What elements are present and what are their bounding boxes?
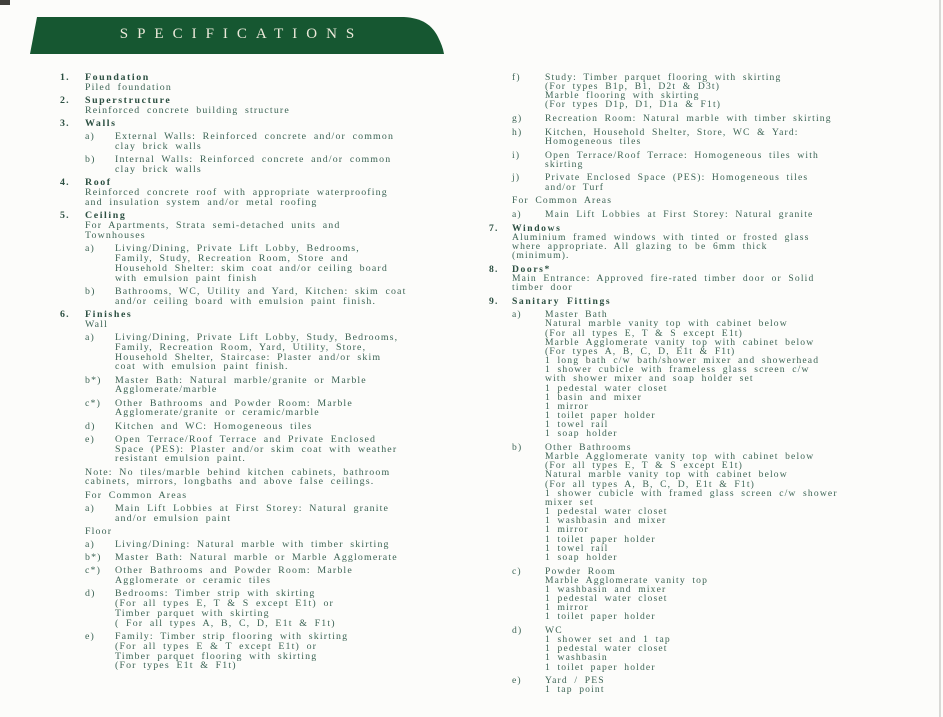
spec-line: Open Terrace/Roof Terrace and Private Enclosed: [115, 433, 377, 445]
section-body: [85, 221, 462, 241]
item-body: [115, 287, 462, 307]
item-label: a): [85, 242, 95, 254]
spec-line: Kitchen, Household Shelter, Store, WC & Yard:: [545, 126, 799, 138]
spec-line: Living/Dining, Private Lift Lobby, Study, Bedrooms,: [115, 331, 399, 343]
spec-item: [85, 244, 462, 284]
spec-item: [512, 151, 941, 169]
item-label: b): [85, 285, 96, 297]
spec-line: 1 shower cubicle with framed glass screen c/w shower: [545, 487, 838, 499]
spec-line: Family, Recreation Room, Yard, Utility, Store,: [115, 341, 367, 353]
spec-line: Marble flooring with skirting: [545, 90, 700, 102]
spec-line: mixer set: [545, 496, 594, 508]
item-body: [115, 553, 462, 563]
spec-line: Reinforced concrete building structure: [85, 104, 290, 116]
item-body: [115, 435, 462, 465]
spec-line: Other Bathrooms: [545, 441, 632, 453]
section-body: [512, 274, 941, 292]
spec-line: 1 washbasin and mixer: [545, 583, 667, 595]
section-title: Sanitary Fittings: [512, 295, 612, 307]
spec-line: Internal Walls: Reinforced concrete and/or common: [115, 154, 392, 166]
spec-line: (For types E1t & F1t): [115, 660, 237, 672]
spec-line: where appropriate. All glazing to be 6mm thick: [512, 240, 768, 252]
item-label: c*): [85, 564, 102, 576]
spec-line: Agglomerate or ceramic tiles: [115, 574, 272, 586]
section-number: 3.: [60, 118, 70, 129]
spec-line: Space (PES): Plaster and/or skim coat with weather: [115, 443, 398, 455]
spec-line: 1 tap point: [545, 684, 605, 696]
spec-line: For Common Areas: [85, 489, 188, 501]
spec-line: Floor: [85, 525, 113, 537]
spec-paragraph: [512, 196, 941, 205]
spec-line: Aluminium framed windows with tinted or frosted glass: [512, 231, 810, 243]
spec-item: [85, 155, 462, 175]
item-body: [115, 566, 462, 586]
spec-line: Household Shelter: skim coat and/or ceiling board: [115, 262, 388, 274]
item-label: d): [85, 420, 96, 432]
item-body: [115, 155, 462, 175]
spec-section: [60, 73, 462, 93]
item-label: d): [512, 624, 523, 636]
section-body: [512, 233, 941, 260]
section-heading-row: [489, 297, 941, 306]
spec-item: [512, 626, 941, 672]
spec-line: 1 long bath c/w bath/shower mixer and showerhead: [545, 355, 820, 367]
spec-line: Main Entrance: Approved fire-rated timber door or Solid: [512, 272, 815, 284]
spec-line: ( For all types A, B, C, D, E1t & F1t): [115, 617, 336, 629]
spec-item: [512, 73, 941, 110]
spec-line: Other Bathrooms and Powder Room: Marble: [115, 397, 353, 409]
spec-line: 1 mirror: [545, 602, 589, 614]
item-label: a): [85, 538, 95, 550]
spec-paragraph: [85, 491, 462, 501]
spec-item: [85, 553, 462, 563]
section-title: Walls: [85, 118, 117, 129]
spec-item: [512, 567, 941, 622]
section-heading-row: [60, 119, 462, 129]
item-body: [115, 333, 462, 373]
spec-line: cabinets, mirrors, longbaths and above false ceilings.: [85, 476, 375, 488]
spec-line: Wall: [85, 318, 108, 330]
item-label: g): [512, 113, 523, 125]
item-label: d): [85, 587, 96, 599]
item-body: [545, 626, 941, 672]
spec-paragraph: [85, 527, 462, 537]
section-number: 1.: [60, 72, 70, 83]
spec-line: 1 mirror: [545, 400, 589, 412]
spec-line: Timber parquet flooring with skirting: [115, 650, 318, 662]
section-title: Finishes: [85, 308, 133, 320]
section-number: 4.: [60, 177, 70, 189]
spec-line: Powder Room: [545, 565, 616, 577]
item-label: a): [85, 502, 95, 514]
spec-section: [60, 211, 462, 241]
item-label: b): [85, 154, 96, 166]
spec-line: 1 towel rail: [545, 419, 609, 431]
spec-line: 1 pedestal water closet: [545, 506, 668, 518]
spec-section: [60, 310, 462, 330]
spec-line: 1 pedestal water closet: [545, 643, 668, 655]
section-body: [85, 320, 462, 330]
item-body: [545, 567, 941, 622]
spec-line: resistant emulsion paint.: [115, 453, 247, 465]
item-label: e): [512, 675, 522, 687]
page-title: SPECIFICATIONS: [119, 26, 364, 42]
item-body: [115, 244, 462, 284]
spec-column-right: [489, 73, 941, 699]
specifications-banner: [30, 17, 444, 54]
section-title: Roof: [85, 177, 112, 189]
spec-line: coat with emulsion paint finish.: [115, 361, 289, 373]
section-title: Foundation: [85, 72, 150, 83]
spec-line: 1 toilet paper holder: [545, 661, 656, 673]
spec-line: and/or emulsion paint: [115, 512, 232, 524]
spec-item: [512, 210, 941, 219]
spec-line: Private Enclosed Space (PES): Homogeneous tiles: [545, 172, 809, 184]
item-body: [545, 210, 941, 219]
spec-line: Natural marble vanity top with cabinet below: [545, 318, 788, 330]
spec-line: Family, Study, Recreation Room, Store and: [115, 252, 349, 264]
spec-line: 1 shower set and 1 tap: [545, 634, 671, 646]
section-number: 5.: [60, 210, 70, 221]
item-body: [115, 132, 462, 152]
section-number: 7.: [489, 222, 499, 234]
spec-item: [85, 399, 462, 419]
spec-line: with shower mixer and soap holder set: [545, 373, 754, 385]
spec-line: Agglomerate/granite or ceramic/marble: [115, 407, 320, 419]
item-body: [545, 151, 941, 169]
item-body: [545, 676, 941, 694]
spec-line: Household Shelter, Staircase: Plaster and/or skim: [115, 351, 382, 363]
scan-artifact-mark: [0, 0, 10, 5]
spec-section: [60, 178, 462, 208]
spec-line: For Common Areas: [512, 195, 613, 207]
spec-line: 1 soap holder: [545, 428, 618, 440]
spec-item: [85, 376, 462, 396]
spec-line: 1 soap holder: [545, 551, 618, 563]
item-body: [545, 443, 941, 562]
section-title: Windows: [512, 222, 562, 234]
spec-line: Master Bath: Natural marble or Marble Agglomerate: [115, 551, 398, 563]
spec-section: [60, 96, 462, 116]
spec-line: 1 shower cubicle with frameless glass screen c/w: [545, 364, 810, 376]
spec-line: clay brick walls: [115, 164, 202, 175]
spec-line: (For all types E, T & S except E1t) or: [115, 597, 334, 609]
spec-line: (For types B1p, B1, D2t & D3t): [545, 81, 721, 93]
spec-line: Natural marble vanity top with cabinet below: [545, 469, 788, 481]
item-body: [545, 73, 941, 110]
item-label: f): [512, 72, 521, 83]
item-body: [115, 540, 462, 550]
spec-line: 1 mirror: [545, 524, 589, 536]
spec-item: [85, 504, 462, 524]
spec-item: [85, 287, 462, 307]
spec-line: Agglomerate/marble: [115, 384, 218, 396]
spec-item: [85, 333, 462, 373]
spec-item: [85, 632, 462, 672]
spec-section: [489, 297, 941, 306]
spec-line: Main Lift Lobbies at First Storey: Natural granite: [545, 208, 814, 220]
spec-line: (For all types E, T & S except E1t): [545, 327, 743, 339]
item-body: [545, 114, 941, 123]
spec-line: (For all types E & T except E1t) or: [115, 640, 318, 652]
spec-section: [60, 119, 462, 129]
item-label: e): [85, 630, 95, 642]
spec-line: (minimum).: [512, 250, 570, 261]
spec-line: skirting: [545, 158, 584, 170]
spec-line: 1 pedestal water closet: [545, 592, 668, 604]
spec-line: Note: No tiles/marble behind kitchen cabinets, bathroom: [85, 466, 391, 478]
spec-line: Open Terrace/Roof Terrace: Homogeneous tiles with: [545, 149, 819, 161]
spec-item: [85, 132, 462, 152]
section-number: 2.: [60, 95, 70, 106]
spec-line: Other Bathrooms and Powder Room: Marble: [115, 564, 353, 576]
spec-item: [85, 589, 462, 629]
section-title: Doors*: [512, 263, 551, 275]
spec-line: 1 toilet paper holder: [545, 410, 656, 421]
spec-item: [85, 566, 462, 586]
item-body: [545, 173, 941, 191]
spec-line: Piled foundation: [85, 81, 172, 93]
spec-line: and/or ceiling board with emulsion paint finish.: [115, 295, 377, 307]
item-label: a): [85, 331, 95, 343]
spec-column-left: [60, 73, 462, 675]
spec-line: 1 basin and mixer: [545, 391, 643, 403]
spec-line: Master Bath: [545, 309, 608, 321]
spec-paragraph: [85, 468, 462, 488]
section-body: [85, 188, 462, 208]
spec-item: [512, 310, 941, 438]
spec-line: Living/Dining, Private Lift Lobby, Bedrooms,: [115, 242, 360, 254]
spec-line: 1 washbasin and mixer: [545, 515, 667, 527]
spec-line: 1 toilet paper holder: [545, 611, 656, 623]
item-body: [115, 504, 462, 524]
item-body: [115, 422, 462, 432]
section-title: Superstructure: [85, 95, 172, 106]
spec-line: (For all types E, T & S except E1t): [545, 460, 743, 472]
spec-line: Yard / PES: [545, 675, 605, 687]
spec-line: 1 toilet paper holder: [545, 533, 656, 545]
spec-item: [85, 422, 462, 432]
item-label: b*): [85, 551, 102, 563]
spec-line: and/or Turf: [545, 181, 605, 193]
spec-line: Recreation Room: Natural marble with timber skirting: [545, 113, 832, 125]
section-number: 8.: [489, 263, 499, 275]
section-number: 6.: [60, 308, 70, 320]
item-label: a): [512, 309, 522, 321]
spec-line: 1 towel rail: [545, 542, 609, 554]
spec-line: Living/Dining: Natural marble with timber skirting: [115, 538, 390, 550]
spec-item: [85, 540, 462, 550]
spec-line: Master Bath: Natural marble/granite or Marble: [115, 374, 367, 386]
item-body: [545, 310, 941, 438]
spec-line: timber door: [512, 281, 573, 293]
spec-line: Study: Timber parquet flooring with skirting: [545, 72, 782, 83]
spec-line: Timber parquet with skirting: [115, 607, 270, 619]
spec-line: (For types D1p, D1, D1a & F1t): [545, 99, 722, 111]
spec-line: External Walls: Reinforced concrete and/or common: [115, 131, 395, 143]
spec-section: [489, 224, 941, 261]
spec-line: WC: [545, 624, 563, 636]
spec-line: Townhouses: [85, 229, 146, 241]
item-label: h): [512, 126, 523, 138]
item-label: c*): [85, 397, 102, 409]
spec-section: [489, 265, 941, 292]
item-label: b): [512, 441, 523, 453]
item-body: [115, 589, 462, 629]
item-body: [115, 632, 462, 672]
spec-line: Bedrooms: Timber strip with skirting: [115, 587, 316, 599]
section-body: [85, 83, 462, 93]
spec-line: with emulsion paint finish: [115, 272, 258, 284]
item-label: j): [512, 172, 521, 184]
item-label: i): [512, 149, 521, 161]
spec-line: Kitchen and WC: Homogeneous tiles: [115, 420, 313, 432]
item-label: e): [85, 433, 95, 445]
spec-line: Homogeneous tiles: [545, 135, 642, 147]
spec-item: [512, 173, 941, 191]
spec-item: [85, 435, 462, 465]
spec-item: [512, 114, 941, 123]
spec-line: 1 pedestal water closet: [545, 382, 668, 394]
spec-line: (For types A, B, C, D, E1t & F1t): [545, 345, 736, 357]
spec-line: and insulation system and/or metal roofing: [85, 196, 318, 208]
spec-line: 1 washbasin: [545, 652, 608, 664]
section-body: [85, 106, 462, 116]
spec-line: clay brick walls: [115, 141, 202, 152]
section-title: Ceiling: [85, 210, 127, 221]
item-body: [545, 128, 941, 146]
spec-line: Marble Agglomerate vanity top with cabinet below: [545, 336, 815, 348]
spec-line: Main Lift Lobbies at First Storey: Natural granite: [115, 502, 390, 514]
item-label: b*): [85, 374, 102, 386]
spec-line: Bathrooms, WC, Utility and Yard, Kitchen: skim coat: [115, 285, 407, 297]
spec-item: [512, 676, 941, 694]
spec-line: For Apartments, Strata semi-detached units and: [85, 219, 341, 231]
spec-line: Marble Agglomerate vanity top: [545, 574, 709, 586]
section-number: 9.: [489, 295, 499, 307]
item-body: [115, 376, 462, 396]
spec-line: (For all types A, B, C, D, E1t & F1t): [545, 478, 755, 490]
spec-line: Family: Timber strip flooring with skirting: [115, 630, 349, 642]
item-body: [115, 399, 462, 419]
spec-line: Reinforced concrete roof with appropriate waterproofing: [85, 187, 388, 198]
item-label: c): [512, 565, 522, 577]
spec-line: Marble Agglomerate vanity top with cabinet below: [545, 451, 815, 463]
spec-item: [512, 443, 941, 562]
section-heading-row: [60, 310, 462, 320]
spec-item: [512, 128, 941, 146]
item-label: a): [85, 131, 95, 143]
item-label: a): [512, 208, 522, 220]
